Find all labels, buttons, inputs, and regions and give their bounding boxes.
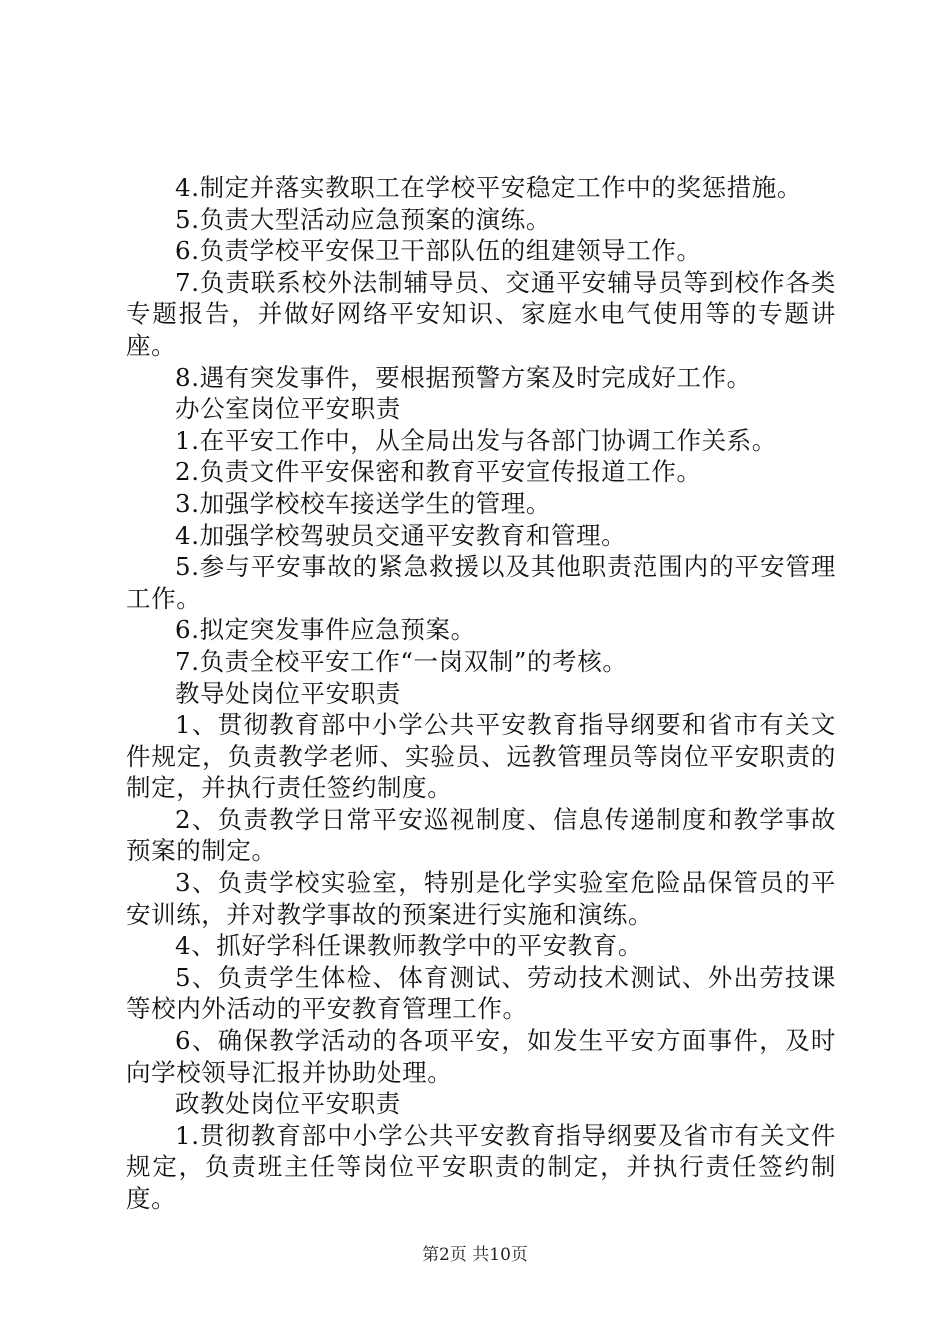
paragraph: 5.负责大型活动应急预案的演练。 — [175, 204, 551, 234]
section-heading-political-education: 政教处岗位平安职责 — [175, 1089, 401, 1119]
paragraph: 6、确保教学活动的各项平安，如发生平安方面事件，及时向学校领导汇报并协助处理。 — [126, 1026, 836, 1087]
paragraph: 3.加强学校校车接送学生的管理。 — [175, 488, 551, 518]
section-heading-office: 办公室岗位平安职责 — [175, 394, 401, 424]
paragraph: 7.负责全校平安工作“一岗双制”的考核。 — [175, 646, 628, 676]
paragraph: 1.在平安工作中，从全局出发与各部门协调工作关系。 — [175, 425, 777, 455]
section-heading-academic-affairs: 教导处岗位平安职责 — [175, 678, 401, 708]
paragraph: 4.加强学校驾驶员交通平安教育和管理。 — [175, 520, 627, 550]
paragraph: 2.负责文件平安保密和教育平安宣传报道工作。 — [175, 457, 702, 487]
page-number: 第2页 共10页 — [422, 1245, 528, 1265]
paragraph: 6.拟定突发事件应急预案。 — [175, 615, 476, 645]
paragraph: 4.制定并落实教职工在学校平安稳定工作中的奖惩措施。 — [175, 173, 802, 202]
paragraph: 2、负责教学日常平安巡视制度、信息传递制度和教学事故预案的制定。 — [126, 804, 836, 866]
paragraph: 4、抓好学科任课教师教学中的平安教育。 — [175, 931, 643, 961]
paragraph: 1.贯彻教育部中小学公共平安教育指导纲要及省市有关文件规定，负责班主任等岗位平安职责的制定，并执行责任签约制度。 — [126, 1120, 836, 1213]
paragraph: 5.参与平安事故的紧急救援以及其他职责范围内的平安管理工作。 — [126, 552, 836, 613]
paragraph: 1、贯彻教育部中小学公共平安教育指导纲要和省市有关文件规定，负责教学老师、实验员、远教管理员等岗位平安职责的制定，并执行责任签约制度。 — [126, 710, 836, 803]
paragraph: 6.负责学校平安保卫干部队伍的组建领导工作。 — [175, 236, 702, 266]
document-body — [126, 172, 836, 1215]
paragraph: 5、负责学生体检、体育测试、劳动技术测试、外出劳技课等校内外活动的平安教育管理工作。 — [126, 962, 836, 1024]
paragraph: 3、负责学校实验室，特别是化学实验室危险品保管员的平安训练，并对教学事故的预案进行实施和演练。 — [126, 868, 836, 929]
paragraph: 8.遇有突发事件，要根据预警方案及时完成好工作。 — [175, 362, 752, 392]
paragraph: 7.负责联系校外法制辅导员、交通平安辅导员等到校作各类专题报告，并做好网络平安知识、家庭水电气使用等的专题讲座。 — [126, 267, 836, 360]
